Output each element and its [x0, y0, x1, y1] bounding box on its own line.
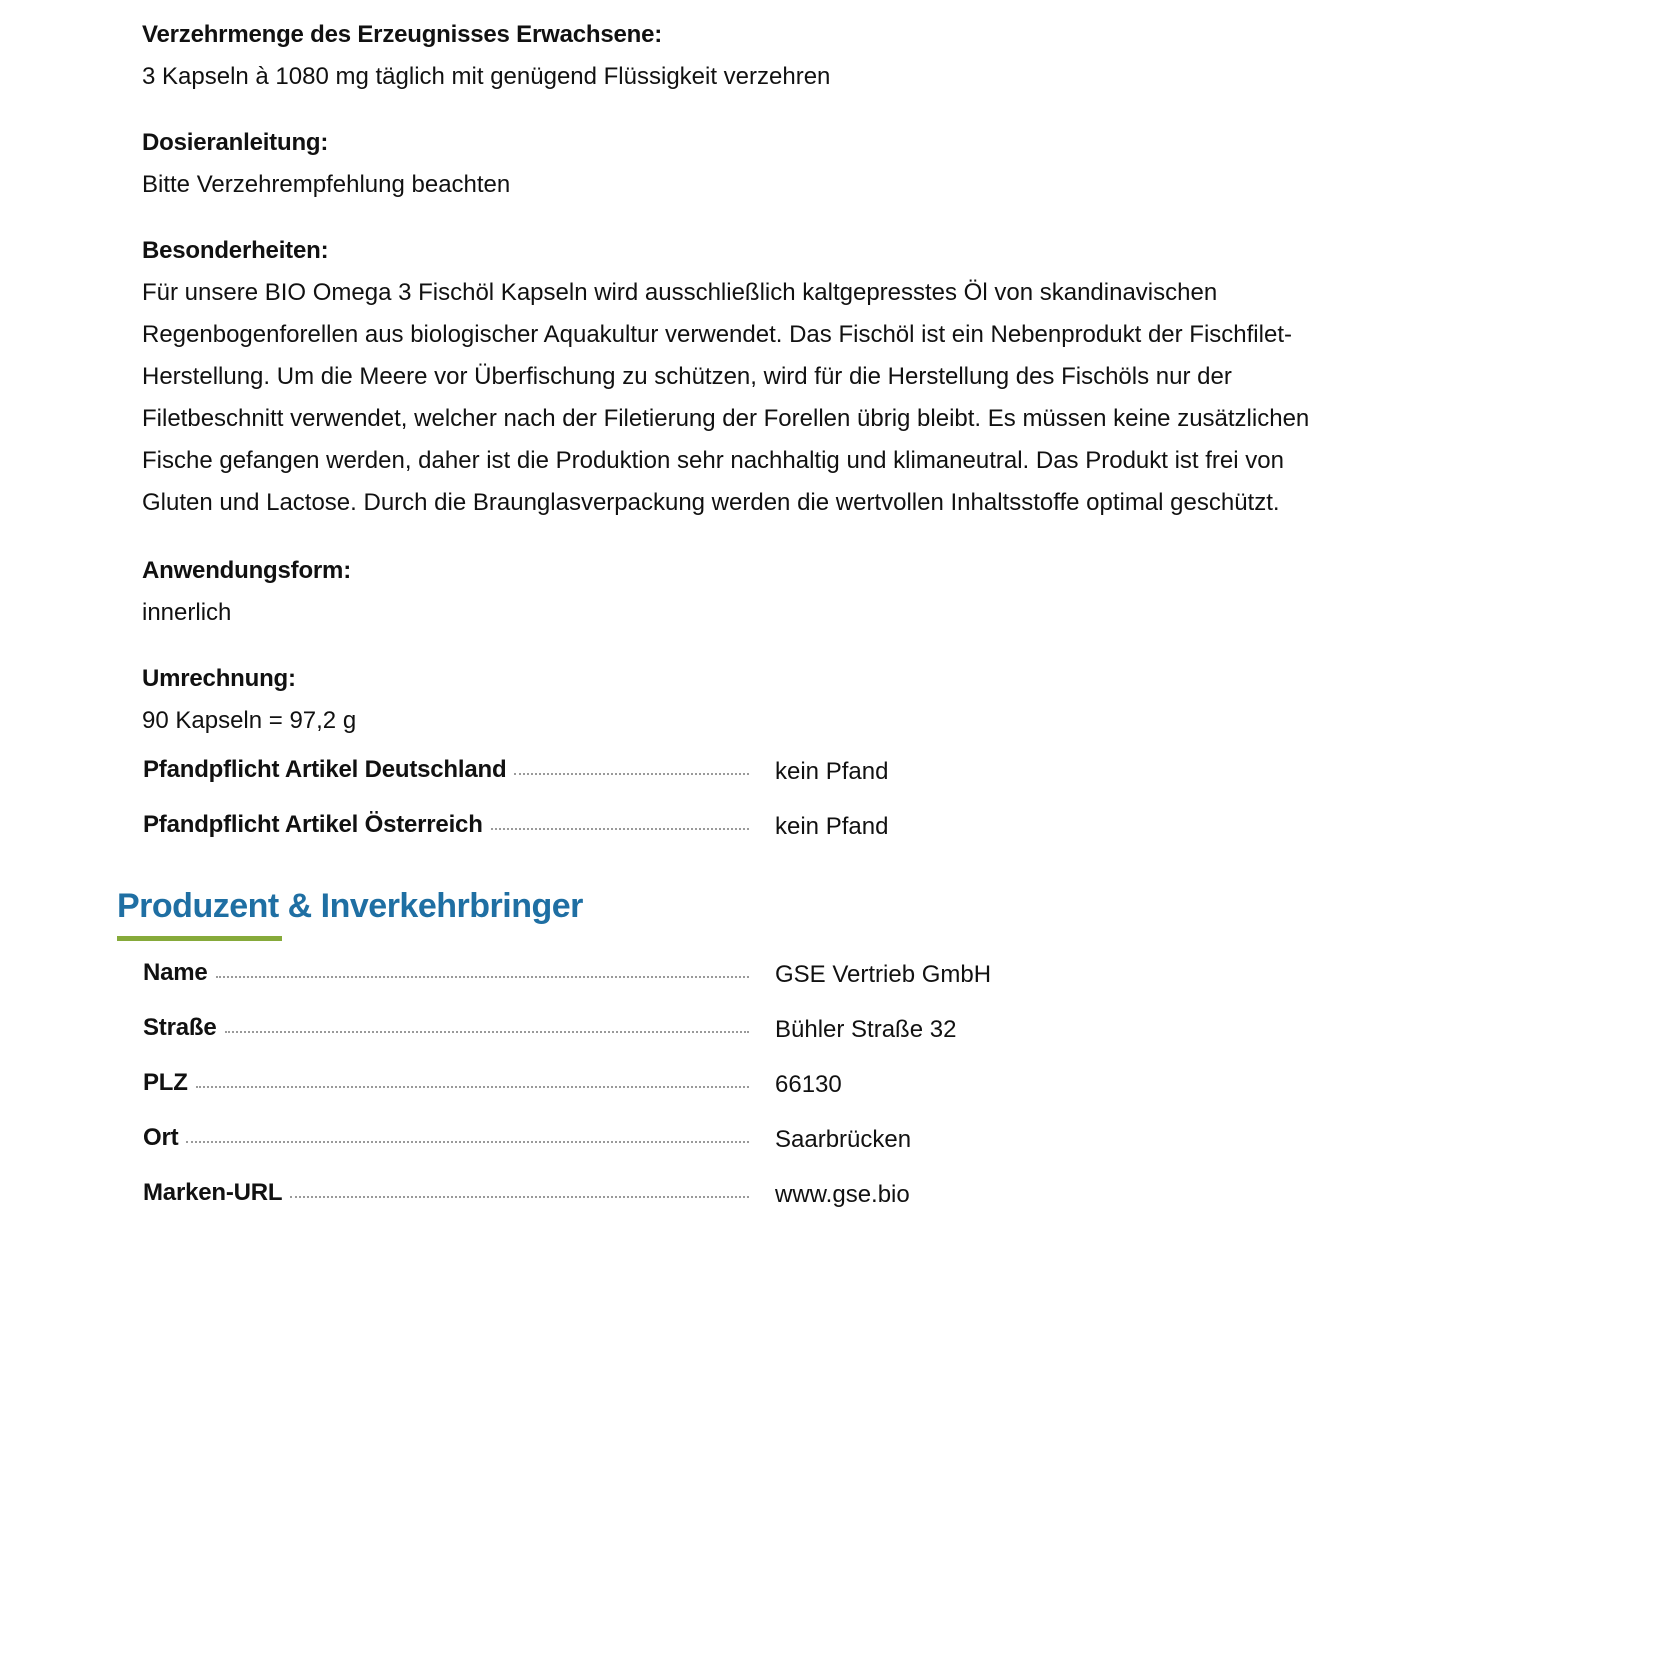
dl-term-label: Pfandpflicht Artikel Deutschland: [143, 756, 507, 783]
dot-leader: [186, 1141, 749, 1143]
dl-term-label: Ort: [143, 1124, 179, 1151]
section-besonderheiten: [142, 230, 1412, 524]
section-body-paragraph: [142, 272, 1412, 524]
dl-term: [143, 1065, 749, 1101]
dot-leader: [290, 1196, 749, 1198]
deposit-row-austria: [143, 807, 943, 847]
section-body: 3 Kapseln à 1080 mg täglich mit genügend Flüssigkeit verzehren: [142, 63, 831, 90]
producer-row-strasse: [143, 1010, 957, 1050]
paragraph-line: Gluten und Lactose. Durch die Braunglasverpackung werden die wertvollen Inhaltsstoffe optimal geschützt.: [142, 489, 1280, 516]
section-body: 90 Kapseln = 97,2 g: [142, 707, 357, 734]
paragraph-line: Fische gefangen werden, daher ist die Produktion sehr nachhaltig und klimaneutral. Das Produkt ist frei von: [142, 447, 1284, 474]
paragraph-line: Regenbogenforellen aus biologischer Aquakultur verwendet. Das Fischöl ist ein Nebenprodukt der Fischfilet-: [142, 321, 1292, 348]
dl-term-label: Marken-URL: [143, 1179, 283, 1206]
section-anwendungsform: [142, 550, 1412, 634]
paragraph-line: Für unsere BIO Omega 3 Fischöl Kapseln wird ausschließlich kaltgepresstes Öl von skandinavischen: [142, 279, 1218, 306]
dl-term-label: PLZ: [143, 1069, 188, 1096]
dot-leader: [216, 976, 749, 978]
section-label: Umrechnung:: [142, 665, 296, 692]
dot-leader: [514, 773, 749, 775]
dl-value: kein Pfand: [775, 813, 889, 840]
section-body: innerlich: [142, 599, 232, 626]
dot-leader: [491, 828, 749, 830]
producer-row-marken-url: [143, 1175, 943, 1215]
dl-term: [143, 807, 749, 843]
section-body: Bitte Verzehrempfehlung beachten: [142, 171, 511, 198]
dl-value: kein Pfand: [775, 758, 889, 785]
dl-term-label: Name: [143, 959, 208, 986]
dl-value: Bühler Straße 32: [775, 1016, 957, 1043]
dl-term: [143, 1120, 749, 1156]
brand-url-link[interactable]: www.gse.bio: [775, 1181, 910, 1208]
section-label: Dosieranleitung:: [142, 129, 329, 156]
dl-term: [143, 955, 749, 991]
dl-value: 66130: [775, 1071, 842, 1098]
producer-heading: Produzent & Inverkehrbringer: [117, 887, 583, 925]
section-verzehrmenge: [142, 14, 1412, 98]
dl-value: Saarbrücken: [775, 1126, 912, 1153]
producer-row-plz: [143, 1065, 943, 1105]
paragraph-line: Filetbeschnitt verwendet, welcher nach der Filetierung der Forellen übrig bleibt. Es müssen keine zusätzlichen: [142, 405, 1310, 432]
dl-term-label: Straße: [143, 1014, 217, 1041]
dl-term: [143, 1175, 749, 1211]
producer-row-ort: [143, 1120, 943, 1160]
producer-row-name: [143, 955, 992, 995]
paragraph-line: Herstellung. Um die Meere vor Überfischung zu schützen, wird für die Herstellung des Fischöls nur der: [142, 363, 1232, 390]
section-umrechnung: [142, 658, 1412, 742]
section-label: Verzehrmenge des Erzeugnisses Erwachsene:: [142, 21, 663, 48]
deposit-row-germany: [143, 752, 943, 792]
section-label: Anwendungsform:: [142, 557, 351, 584]
heading-underline: [117, 936, 282, 941]
section-label: Besonderheiten:: [142, 237, 329, 264]
dot-leader: [225, 1031, 750, 1033]
section-dosieranleitung: [142, 122, 1412, 206]
dot-leader: [196, 1086, 749, 1088]
dl-term-label: Pfandpflicht Artikel Österreich: [143, 811, 483, 838]
dl-term: [143, 1010, 749, 1046]
dl-value: GSE Vertrieb GmbH: [775, 961, 992, 988]
dl-term: [143, 752, 749, 788]
